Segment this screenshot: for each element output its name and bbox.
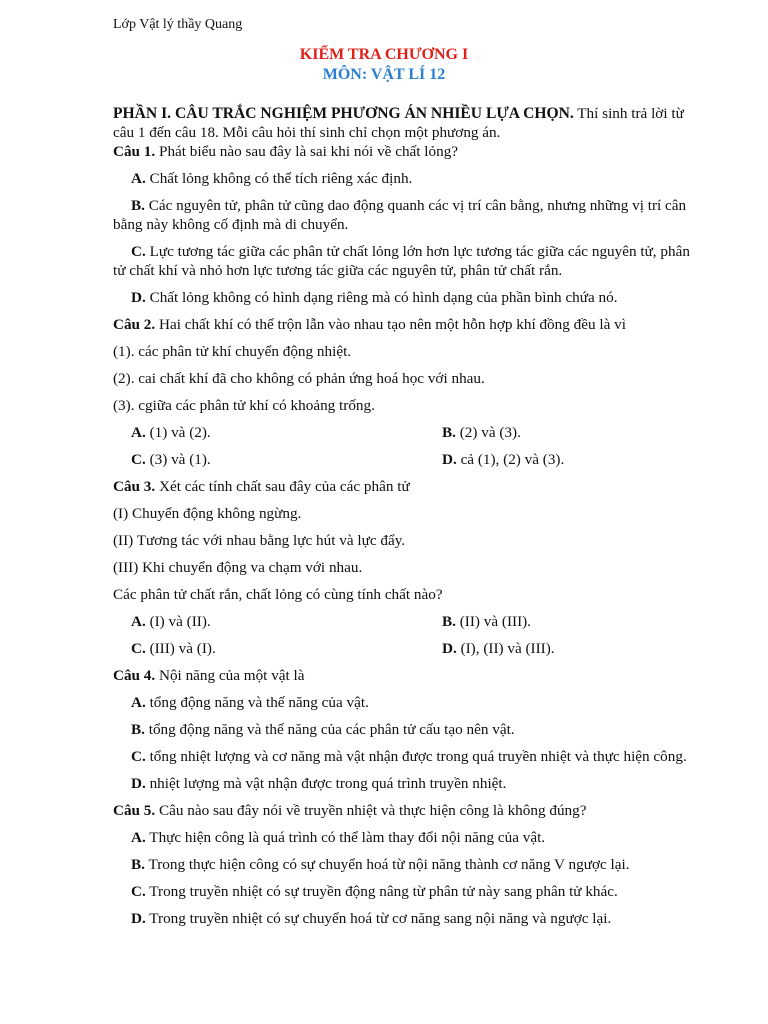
q1-option-a xyxy=(113,169,703,188)
section-instruction: Thí sinh trả lời từ câu 1 đến câu 18. Mỗi câu hỏi thí sinh chỉ chọn một phương án. xyxy=(113,105,684,141)
q2-option-d xyxy=(442,450,703,469)
exam-content xyxy=(113,104,703,928)
q3-statement-3: (III) Khi chuyển động va chạm với nhau. xyxy=(113,559,363,576)
q2-option-c-label: C. xyxy=(131,451,146,468)
q2-option-a-text: (1) và (2). xyxy=(145,424,211,441)
q4-option-c-text: tổng nhiệt lượng và cơ năng mà vật nhận được trong quá truyền nhiệt và thực hiện công. xyxy=(145,748,687,765)
q2-option-d-text: cả (1), (2) và (3). xyxy=(456,451,565,468)
q3-options-row-2 xyxy=(113,639,703,658)
q5-option-b-text: Trong thực hiện công có sự chuyển hoá từ nội năng thành cơ năng V ngược lại. xyxy=(144,856,630,873)
q2-option-a xyxy=(113,423,442,442)
q2-option-c xyxy=(113,450,442,469)
question-1-text: Phát biểu nào sau đây là sai khi nói về chất lỏng? xyxy=(155,143,459,160)
q3-option-d-label: D. xyxy=(442,640,457,657)
q4-option-d xyxy=(113,774,703,793)
q3-option-c-text: (III) và (I). xyxy=(145,640,216,657)
q4-option-b-text: tổng động năng và thế năng của các phân tử cấu tạo nên vật. xyxy=(144,721,515,738)
question-3-label: Câu 3. xyxy=(113,478,156,495)
q1-option-c-label: C. xyxy=(131,243,146,260)
q3-statement-2: (II) Tương tác với nhau bằng lực hút và lực đẩy. xyxy=(113,532,406,549)
q4-option-b xyxy=(113,720,703,739)
q5-option-b xyxy=(113,855,703,874)
q1-option-d-label: D. xyxy=(131,289,146,306)
q2-statement-1: (1). các phân tử khí chuyển động nhiệt. xyxy=(113,343,352,360)
q4-option-a-label: A. xyxy=(131,694,146,711)
section-heading xyxy=(113,104,703,142)
q3-prompt: Các phân tử chất rắn, chất lỏng có cùng tính chất nào? xyxy=(113,586,443,603)
q3-option-a-label: A. xyxy=(131,613,146,630)
q1-option-b-label: B. xyxy=(131,197,145,214)
q1-option-b-text: Các nguyên tử, phân tử cũng dao động quanh các vị trí cân bằng, nhưng những vị trí cân bằng này không cố định mà di chuyển. xyxy=(113,197,687,233)
q3-option-b-label: B. xyxy=(442,613,456,630)
q5-option-d xyxy=(113,909,703,928)
question-3-text: Xét các tính chất sau đây của các phân tử xyxy=(155,478,410,495)
section-title: PHẦN I. CÂU TRẮC NGHIỆM PHƯƠNG ÁN NHIỀU LỰA CHỌN. xyxy=(113,105,574,122)
q4-option-a-text: tổng động năng và thế năng của vật. xyxy=(145,694,369,711)
q2-option-b-label: B. xyxy=(442,424,456,441)
q4-option-d-label: D. xyxy=(131,775,146,792)
q4-option-a xyxy=(113,693,703,712)
q5-option-c-text: Trong truyền nhiệt có sự truyền động nâng từ phân tử này sang phân tử khác. xyxy=(145,883,618,900)
q3-options-row-1 xyxy=(113,612,703,631)
q5-option-b-label: B. xyxy=(131,856,145,873)
question-1 xyxy=(113,142,703,161)
question-2 xyxy=(113,315,703,334)
q5-option-a-label: A. xyxy=(131,829,146,846)
question-5-text: Câu nào sau đây nói về truyền nhiệt và thực hiện công là không đúng? xyxy=(155,802,587,819)
question-3 xyxy=(113,477,703,496)
q2-statement-3: (3). cgiữa các phân tử khí có khoảng trống. xyxy=(113,397,375,414)
q2-option-b-text: (2) và (3). xyxy=(455,424,521,441)
q2-statement-2: (2). cai chất khí đã cho không có phản ứng hoá học với nhau. xyxy=(113,370,485,387)
q2-options-row-1 xyxy=(113,423,703,442)
exam-subtitle: MÔN: VẬT LÍ 12 xyxy=(322,66,446,83)
q3-option-b-text: (II) và (III). xyxy=(455,613,531,630)
question-2-label: Câu 2. xyxy=(113,316,156,333)
question-2-text: Hai chất khí có thể trộn lẫn vào nhau tạo nên một hỗn hợp khí đồng đều là vì xyxy=(155,316,626,333)
q4-option-c xyxy=(113,747,703,766)
q3-statement-1: (I) Chuyển động không ngừng. xyxy=(113,505,302,522)
question-4-label: Câu 4. xyxy=(113,667,156,684)
question-4-text: Nội năng của một vật là xyxy=(155,667,305,684)
q3-option-c-label: C. xyxy=(131,640,146,657)
q5-option-d-text: Trong truyền nhiệt có sự chuyển hoá từ cơ năng sang nội năng và ngược lại. xyxy=(145,910,612,927)
question-4 xyxy=(113,666,703,685)
q4-option-d-text: nhiệt lượng mà vật nhận được trong quá trình truyền nhiệt. xyxy=(145,775,507,792)
question-1-label: Câu 1. xyxy=(113,143,156,160)
q2-option-d-label: D. xyxy=(442,451,457,468)
q2-option-b xyxy=(442,423,703,442)
q3-option-a xyxy=(113,612,442,631)
q3-option-b xyxy=(442,612,703,631)
q1-option-d xyxy=(113,288,703,307)
header-note: Lớp Vật lý thầy Quang xyxy=(113,17,243,32)
q5-option-a-text: Thực hiện công là quá trình có thể làm thay đổi nội năng của vật. xyxy=(145,829,546,846)
q5-option-a xyxy=(113,828,703,847)
q1-option-a-label: A. xyxy=(131,170,146,187)
q3-option-a-text: (I) và (II). xyxy=(145,613,211,630)
q5-option-c xyxy=(113,882,703,901)
q1-option-c-text: Lực tương tác giữa các phân tử chất lỏng lớn hơn lực tương tác giữa các nguyên tử, phân tử chất khí và nhỏ hơn lực tương tác giữa các nguyên tử, phân tử chất rắn. xyxy=(113,243,690,279)
q2-option-c-text: (3) và (1). xyxy=(145,451,211,468)
q2-option-a-label: A. xyxy=(131,424,146,441)
q4-option-b-label: B. xyxy=(131,721,145,738)
q1-option-c xyxy=(113,242,703,280)
q1-option-a-text: Chất lỏng không có thể tích riêng xác định. xyxy=(145,170,413,187)
question-5 xyxy=(113,801,703,820)
exam-title: KIỂM TRA CHƯƠNG I xyxy=(299,46,469,63)
q1-option-b xyxy=(113,196,703,234)
q3-option-d-text: (I), (II) và (III). xyxy=(456,640,555,657)
q3-option-d xyxy=(442,639,703,658)
q3-option-c xyxy=(113,639,442,658)
q1-option-d-text: Chất lỏng không có hình dạng riêng mà có hình dạng của phần bình chứa nó. xyxy=(145,289,618,306)
q5-option-c-label: C. xyxy=(131,883,146,900)
question-5-label: Câu 5. xyxy=(113,802,156,819)
q2-options-row-2 xyxy=(113,450,703,469)
q4-option-c-label: C. xyxy=(131,748,146,765)
q5-option-d-label: D. xyxy=(131,910,146,927)
